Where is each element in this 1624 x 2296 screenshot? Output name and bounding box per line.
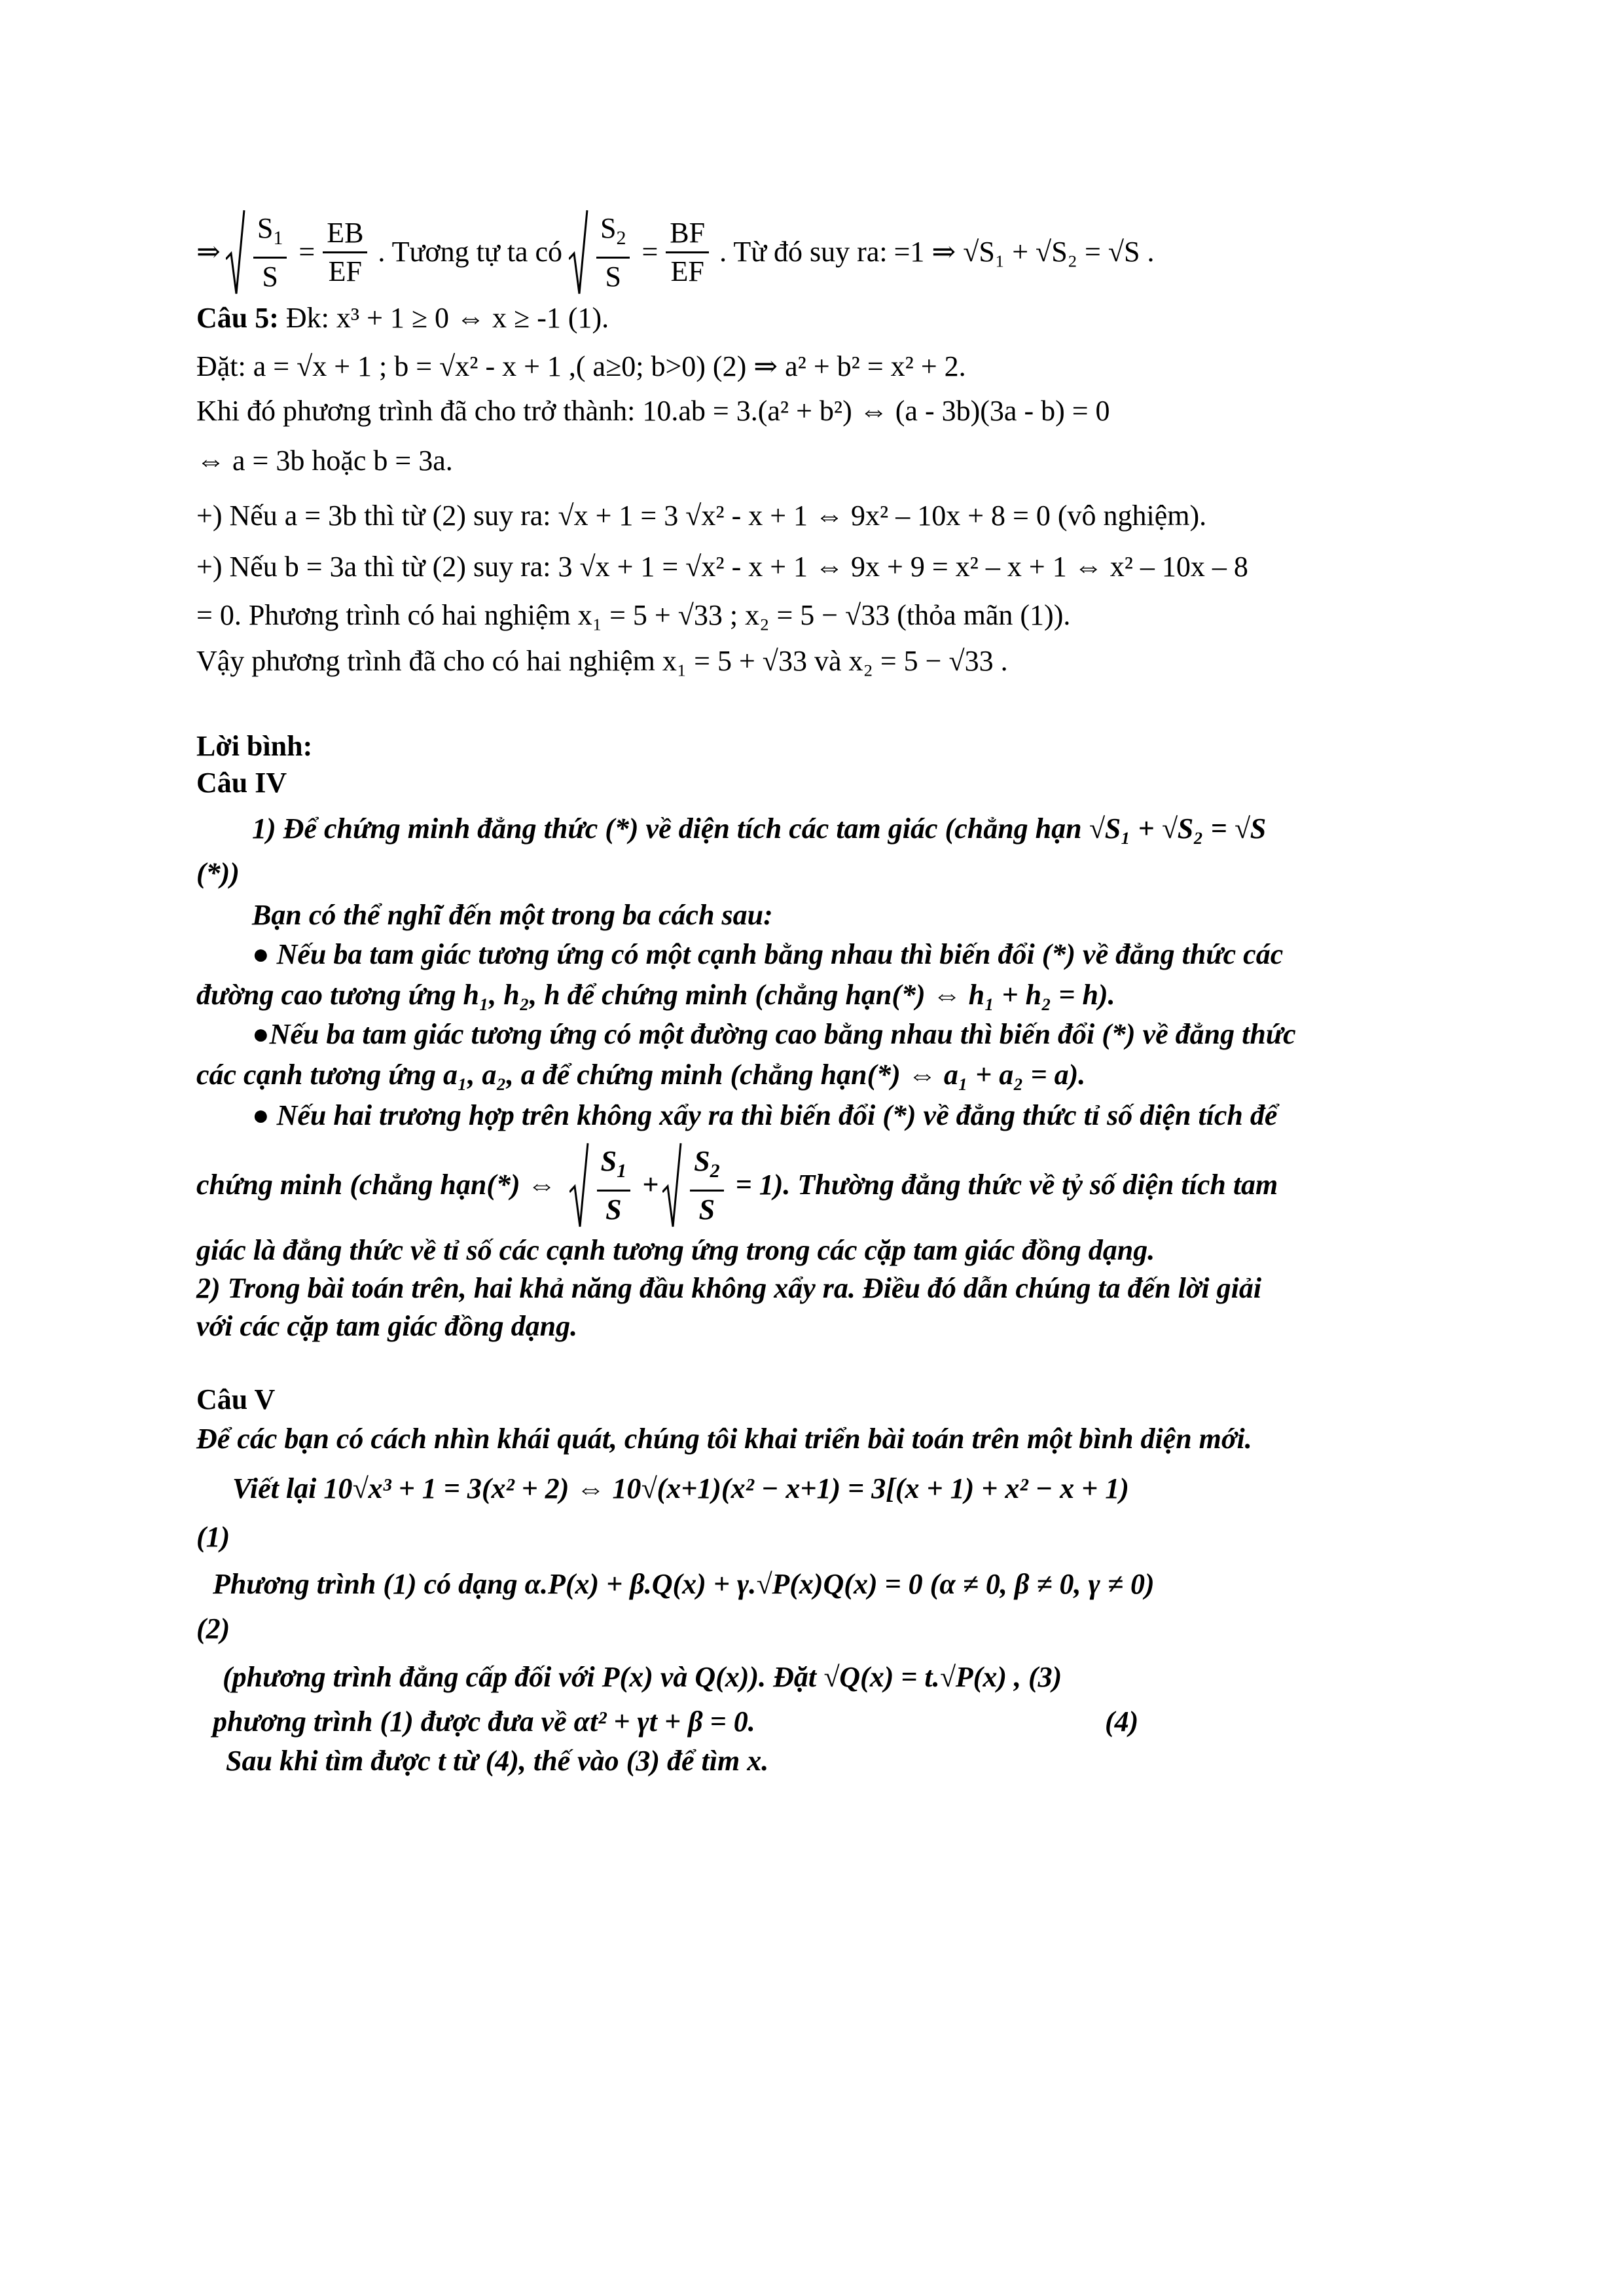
iv-intro: Bạn có thể nghĩ đến một trong ba cách sau: xyxy=(252,899,773,931)
neu-2b-line: = 0. Phương trình có hai nghiệm x₁ = 5 + √33 ; x₂ = 5 − √33 (thỏa mãn (1)). xyxy=(196,599,1071,631)
vay-line: Vậy phương trình đã cho có hai nghiệm x₁ = 5 + √33 và x₂ = 5 − √33 . xyxy=(196,645,1008,677)
text-tu-do: . Từ đó suy ra: xyxy=(719,236,888,268)
cau-v-heading: Câu V xyxy=(196,1383,276,1415)
dat-line: Đặt: a = √x + 1 ; b = √x² - x + 1 ,( a≥0; b>0) (2) ⇒ a² + b² = x² + 2. xyxy=(196,350,966,382)
equals-sign: = xyxy=(641,236,659,268)
line-1-conclusion: =1 ⇒ √S₁ + √S₂ = √S . xyxy=(893,236,1155,268)
sqrt-s2-over-s-italic: $\frac{S_2}{S}$ xyxy=(662,1142,731,1228)
v-final: Sau khi tìm được t từ (4), thế vào (3) để tìm x. xyxy=(226,1745,769,1777)
cau-5-line xyxy=(196,299,1440,338)
iv-case-3: ● Nếu hai trương hợp trên không xẩy ra thì biến đổi (*) về đẳng thức tỉ số diện tích để xyxy=(252,1099,1278,1131)
radical-icon xyxy=(569,209,588,295)
frac-den: EF xyxy=(670,255,704,287)
fraction-bf-ef xyxy=(666,215,709,290)
radical-icon xyxy=(569,1142,589,1228)
iv-point-1: 1) Để chứng minh đẳng thức (*) về diện tích các tam giác (chẳng hạn √S₁ + √S₂ = √S xyxy=(252,812,1267,845)
iv-case-3c: giác là đẳng thức về tỉ số các cạnh tương ứng trong các cặp tam giác đồng dạng. xyxy=(196,1234,1155,1266)
iv-case-2: ●Nếu ba tam giác tương ứng có một đường cao bằng nhau thì biến đổi (*) về đẳng thức xyxy=(252,1018,1296,1050)
frac-num: S xyxy=(257,212,274,245)
neu-2-line: +) Nếu b = 3a thì từ (2) suy ra: 3 √x + 1 = √x² - x + 1 ⇔ 9x + 9 = x² – x + 1 ⇔ x² – 10x – 8 xyxy=(196,551,1248,583)
iv-case-3b-post: = 1). Thường đẳng thức về tỷ số diện tích tam xyxy=(735,1169,1278,1201)
frac-num: BF xyxy=(666,215,709,253)
sqrt-s1-over-s-italic: $\frac{S_1}{S}$ xyxy=(569,1142,638,1228)
iv-point-1b: (*)) xyxy=(196,857,240,889)
frac-den: EF xyxy=(328,255,362,287)
implies-symbol: ⇒ xyxy=(196,236,221,268)
v-form: Phương trình (1) có dạng α.P(x) + β.Q(x) + γ.√P(x)Q(x) = 0 (α ≠ 0, β ≠ 0, γ ≠ 0) xyxy=(213,1568,1155,1600)
cau-iv-heading: Câu IV xyxy=(196,767,287,799)
neu-1-line: +) Nếu a = 3b thì từ (2) suy ra: √x + 1 = 3 √x² - x + 1 ⇔ 9x² – 10x + 8 = 0 (vô nghiệm). xyxy=(196,500,1207,532)
frac-num: S xyxy=(600,212,617,245)
iv-point-2b: với các cặp tam giác đồng dạng. xyxy=(196,1310,578,1342)
cau-5-label: Câu 5: xyxy=(196,302,279,334)
iv-case-1: ● Nếu ba tam giác tương ứng có một cạnh bằng nhau thì biến đổi (*) về đẳng thức các xyxy=(252,938,1284,970)
iv-point-2: 2) Trong bài toán trên, hai khả năng đầu không xẩy ra. Điều đó dẫn chúng ta đến lời giải xyxy=(196,1272,1262,1304)
sqrt-s2-over-s xyxy=(569,209,638,295)
v-intro: Để các bạn có cách nhìn khái quát, chúng tôi khai triển bài toán trên một bình diện mới. xyxy=(196,1423,1252,1455)
sqrt-s1-over-s xyxy=(226,209,295,295)
radical-icon xyxy=(226,209,245,295)
frac-num: EB xyxy=(323,215,367,253)
iv-case-1b: đường cao tương ứng h₁, h₂, h để chứng minh (chẳng hạn(*) ⇔ h₁ + h₂ = h). xyxy=(196,979,1115,1011)
frac-sub: 2 xyxy=(616,227,626,249)
hoac-line: ⇔ a = 3b hoặc b = 3a. xyxy=(196,445,453,477)
iv-case-3b: chứng minh (chẳng hạn(*) ⇔ $\frac{S_1}{S}$ + $\frac{S_2}{S}$ = 1). Thường đẳng thức về tỷ số diện tích tam xyxy=(196,1139,1440,1231)
v-reduced-tag: (4) xyxy=(1105,1705,1139,1738)
frac-sub: 1 xyxy=(273,227,283,249)
frac-den: S xyxy=(605,260,621,293)
khi-do-line: Khi đó phương trình đã cho trở thành: 10.ab = 3.(a² + b²) ⇔ (a - 3b)(3a - b) = 0 xyxy=(196,395,1110,427)
loi-binh-heading: Lời bình: xyxy=(196,730,313,762)
v-rewrite-tag: (1) xyxy=(196,1521,230,1553)
iv-case-3b-pre: chứng minh (chẳng hạn(*) ⇔ xyxy=(196,1169,556,1201)
cau-5-condition: Đk: x³ + 1 ≥ 0 ⇔ x ≥ -1 (1). xyxy=(278,302,609,334)
fraction-eb-ef xyxy=(323,215,367,290)
v-reduced: phương trình (1) được đưa về αt² + γt + β = 0. xyxy=(213,1705,755,1738)
equals-sign: = xyxy=(298,236,316,268)
v-form-tag: (2) xyxy=(196,1613,230,1645)
frac-den: S xyxy=(262,260,278,293)
line-1-ratio xyxy=(196,210,1440,295)
radical-icon xyxy=(662,1142,682,1228)
v-homogeneous: (phương trình đẳng cấp đối với P(x) và Q(x)). Đặt √Q(x) = t.√P(x) , (3) xyxy=(223,1661,1062,1693)
text-tuong-tu: . Tương tự ta có xyxy=(378,236,562,268)
iv-case-2b: các cạnh tương ứng a₁, a₂, a để chứng minh (chẳng hạn(*) ⇔ a₁ + a₂ = a). xyxy=(196,1059,1086,1091)
v-rewrite: Viết lại 10√x³ + 1 = 3(x² + 2) ⇔ 10√(x+1)(x² − x+1) = 3[(x + 1) + x² − x + 1) xyxy=(232,1472,1129,1504)
